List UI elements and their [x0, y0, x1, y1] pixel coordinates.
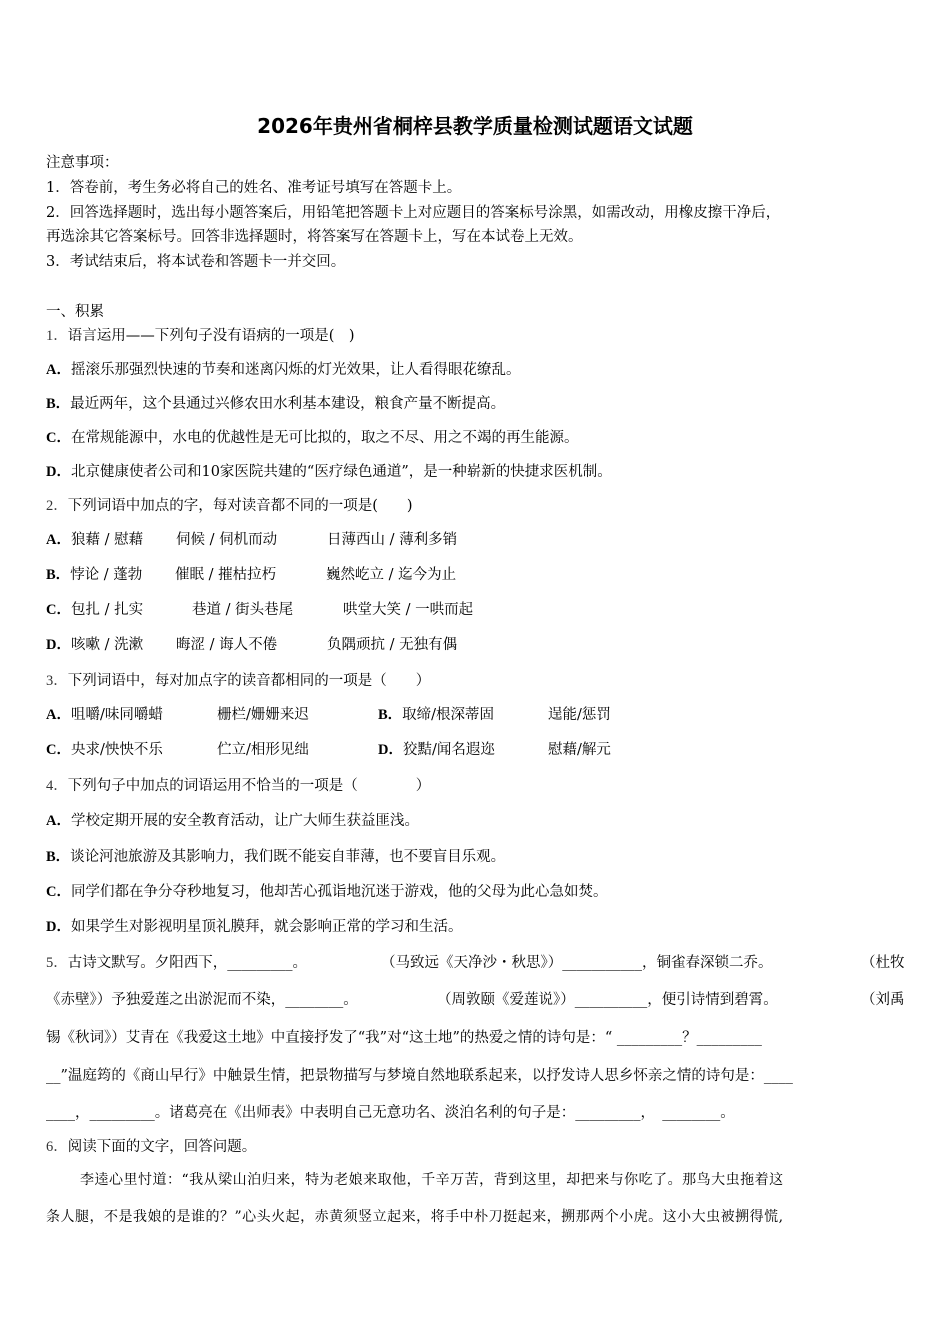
question-number: 3． — [46, 673, 68, 689]
q2-option-c-word-2: 巷道 / 街头巷尾 — [192, 602, 294, 618]
option-label: A． — [46, 532, 71, 548]
q3-option-c — [46, 739, 163, 761]
option-text: 包扎 / 扎实 — [70, 602, 144, 618]
option-label: C． — [46, 602, 71, 618]
option-label: D． — [378, 742, 403, 758]
q5-line-1-b: （马致远《天净沙・秋思》）___________，铜雀春深锁二乔。 — [381, 955, 773, 971]
option-text: 学校定期开展的安全教育活动，让广大师生获益匪浅。 — [70, 813, 419, 829]
option-text: 狼藉 / 慰藉 — [70, 532, 144, 548]
option-text: 咳嗽 / 洗漱 — [70, 637, 144, 653]
question-number: 2． — [46, 498, 68, 514]
q5-line-4: __”温庭筠的《商山早行》中触景生情，把景物描写与梦境自然地联系起来，以抒发诗人思乡怀亲之情的诗句是：____ — [46, 1068, 793, 1084]
option-label: B． — [378, 707, 403, 723]
q5-line-1-c: （杜牧 — [861, 955, 905, 971]
option-text: 谈论河池旅游及其影响力，我们既不能妄自菲薄，也不要盲目乐观。 — [70, 849, 506, 865]
question-text: 下列句子中加点的词语运用不恰当的一项是（ ） — [67, 778, 431, 794]
option-label: B． — [46, 396, 71, 412]
option-text: 北京健康使者公司和10家医院共建的“医疗绿色通道”，是一种崭新的快捷求医机制。 — [70, 464, 612, 480]
q2-option-b — [46, 564, 142, 586]
option-text: 在常规能源中，水电的优越性是无可比拟的，取之不尽、用之不竭的再生能源。 — [70, 430, 579, 446]
q3-option-a-word-2: 栅栏/姗姗来迟 — [217, 707, 309, 723]
option-label: A． — [46, 362, 71, 378]
question-number: 5． — [46, 955, 68, 971]
q4-option-a — [46, 810, 419, 832]
passage-line-1: 李逵心里忖道：“我从梁山泊归来，特为老娘来取他，千辛万苦，背到这里，却把来与你吃了。那鸟大虫拖着这 — [80, 1172, 784, 1188]
option-label: C． — [46, 742, 71, 758]
question-5-line-1 — [46, 952, 307, 974]
q5-line-2-c: （刘禹 — [861, 992, 905, 1008]
option-label: D． — [46, 464, 71, 480]
q2-option-d — [46, 634, 143, 656]
notice-item-1: 1．答卷前，考生务必将自己的姓名、准考证号填写在答题卡上。 — [46, 180, 462, 196]
q2-option-a — [46, 529, 143, 551]
option-text: 悖论 / 蓬勃 — [70, 567, 143, 583]
question-text: 语言运用——下列句子没有语病的一项是( ) — [67, 328, 355, 344]
q1-option-b — [46, 393, 505, 415]
q5-line-3: 锡《秋词》）艾青在《我爱这土地》中直接抒发了“我”对“这土地”的热爱之情的诗句是：“ _________？_________ — [46, 1030, 762, 1046]
q1-option-d — [46, 461, 612, 483]
q4-option-c — [46, 881, 607, 903]
option-label: A． — [46, 707, 71, 723]
option-text: 取缔/根深蒂固 — [402, 707, 495, 723]
q3-option-c-word-2: 伫立/相形见绌 — [217, 742, 309, 758]
q2-option-b-word-3: 巍然屹立 / 迄今为止 — [326, 567, 457, 583]
question-text: 古诗文默写。夕阳西下，_________。 — [67, 955, 307, 971]
question-text: 下列词语中，每对加点字的读音都相同的一项是（ ） — [67, 673, 431, 689]
option-text: 央求/怏怏不乐 — [70, 742, 163, 758]
notice-item-3: 3．考试结束后，将本试卷和答题卡一并交回。 — [46, 254, 346, 270]
question-text: 下列词语中加点的字，每对读音都不同的一项是( ) — [67, 498, 413, 514]
option-label: C． — [46, 884, 71, 900]
notice-heading: 注意事项： — [46, 155, 119, 171]
q2-option-d-word-3: 负隅顽抗 / 无独有偶 — [327, 637, 458, 653]
q3-option-b — [378, 704, 494, 726]
notice-item-2a: 2．回答选择题时，选出每小题答案后，用铅笔把答题卡上对应题目的答案标号涂黑，如需改动，用橡皮擦干净后， — [46, 205, 781, 221]
q2-option-d-word-2: 晦涩 / 诲人不倦 — [176, 637, 278, 653]
q2-option-a-word-2: 伺候 / 伺机而动 — [176, 532, 278, 548]
q3-option-a — [46, 704, 163, 726]
question-4-stem — [46, 775, 430, 797]
option-text: 摇滚乐那强烈快速的节奏和迷离闪烁的灯光效果，让人看得眼花缭乱。 — [70, 362, 521, 378]
notice-item-2b: 再选涂其它答案标号。回答非选择题时，将答案写在答题卡上，写在本试卷上无效。 — [46, 229, 583, 245]
question-number: 1． — [46, 328, 68, 344]
option-text: 狡黠/闻名遐迩 — [402, 742, 495, 758]
question-2-stem — [46, 495, 413, 517]
question-1-stem — [46, 325, 355, 347]
option-label: B． — [46, 849, 71, 865]
option-text: 咀嚼/味同嚼蜡 — [70, 707, 163, 723]
question-number: 6． — [46, 1139, 68, 1155]
question-number: 4． — [46, 778, 68, 794]
q3-option-d-word-2: 慰藉/解元 — [548, 742, 611, 758]
option-label: D． — [46, 637, 71, 653]
q1-option-a — [46, 359, 520, 381]
option-label: B． — [46, 567, 71, 583]
q3-option-b-word-2: 逞能/惩罚 — [548, 707, 611, 723]
q3-option-d — [378, 739, 495, 761]
q5-line-2: 《赤壁》）予独爱莲之出淤泥而不染，________。 — [46, 992, 358, 1008]
option-text: 同学们都在争分夺秒地复习，他却苦心孤诣地沉迷于游戏，他的父母为此心急如焚。 — [70, 884, 608, 900]
option-label: C． — [46, 430, 71, 446]
question-3-stem — [46, 670, 430, 692]
q5-line-2-b: （周敦颐《爱莲说》）__________，便引诗情到碧霄。 — [437, 992, 778, 1008]
q1-option-c — [46, 427, 578, 449]
passage-line-2: 条人腿，不是我娘的是谁的？”心头火起，赤黄须竖立起来，将手中朴刀挺起来，搠那两个小虎。这小大虫被搠得慌, — [46, 1209, 784, 1225]
q5-line-5: ____，_________。诸葛亮在《出师表》中表明自己无意功名、淡泊名利的句子是：_________， ________。 — [46, 1105, 735, 1121]
option-text: 最近两年，这个县通过兴修农田水利基本建设，粮食产量不断提高。 — [70, 396, 506, 412]
q4-option-b — [46, 846, 505, 868]
section-heading: 一、积累 — [46, 304, 104, 320]
page-title: 2026年贵州省桐梓县教学质量检测试题语文试题 — [257, 114, 693, 138]
q2-option-a-word-3: 日薄西山 / 薄利多销 — [327, 532, 458, 548]
option-label: A． — [46, 813, 71, 829]
q2-option-c — [46, 599, 143, 621]
q2-option-c-word-3: 哄堂大笑 / 一哄而起 — [343, 602, 474, 618]
q2-option-b-word-2: 催眠 / 摧枯拉朽 — [175, 567, 277, 583]
option-label: D． — [46, 919, 71, 935]
question-6-stem — [46, 1136, 256, 1158]
option-text: 如果学生对影视明星顶礼膜拜，就会影响正常的学习和生活。 — [70, 919, 463, 935]
question-text: 阅读下面的文字，回答问题。 — [67, 1139, 257, 1155]
q4-option-d — [46, 916, 462, 938]
